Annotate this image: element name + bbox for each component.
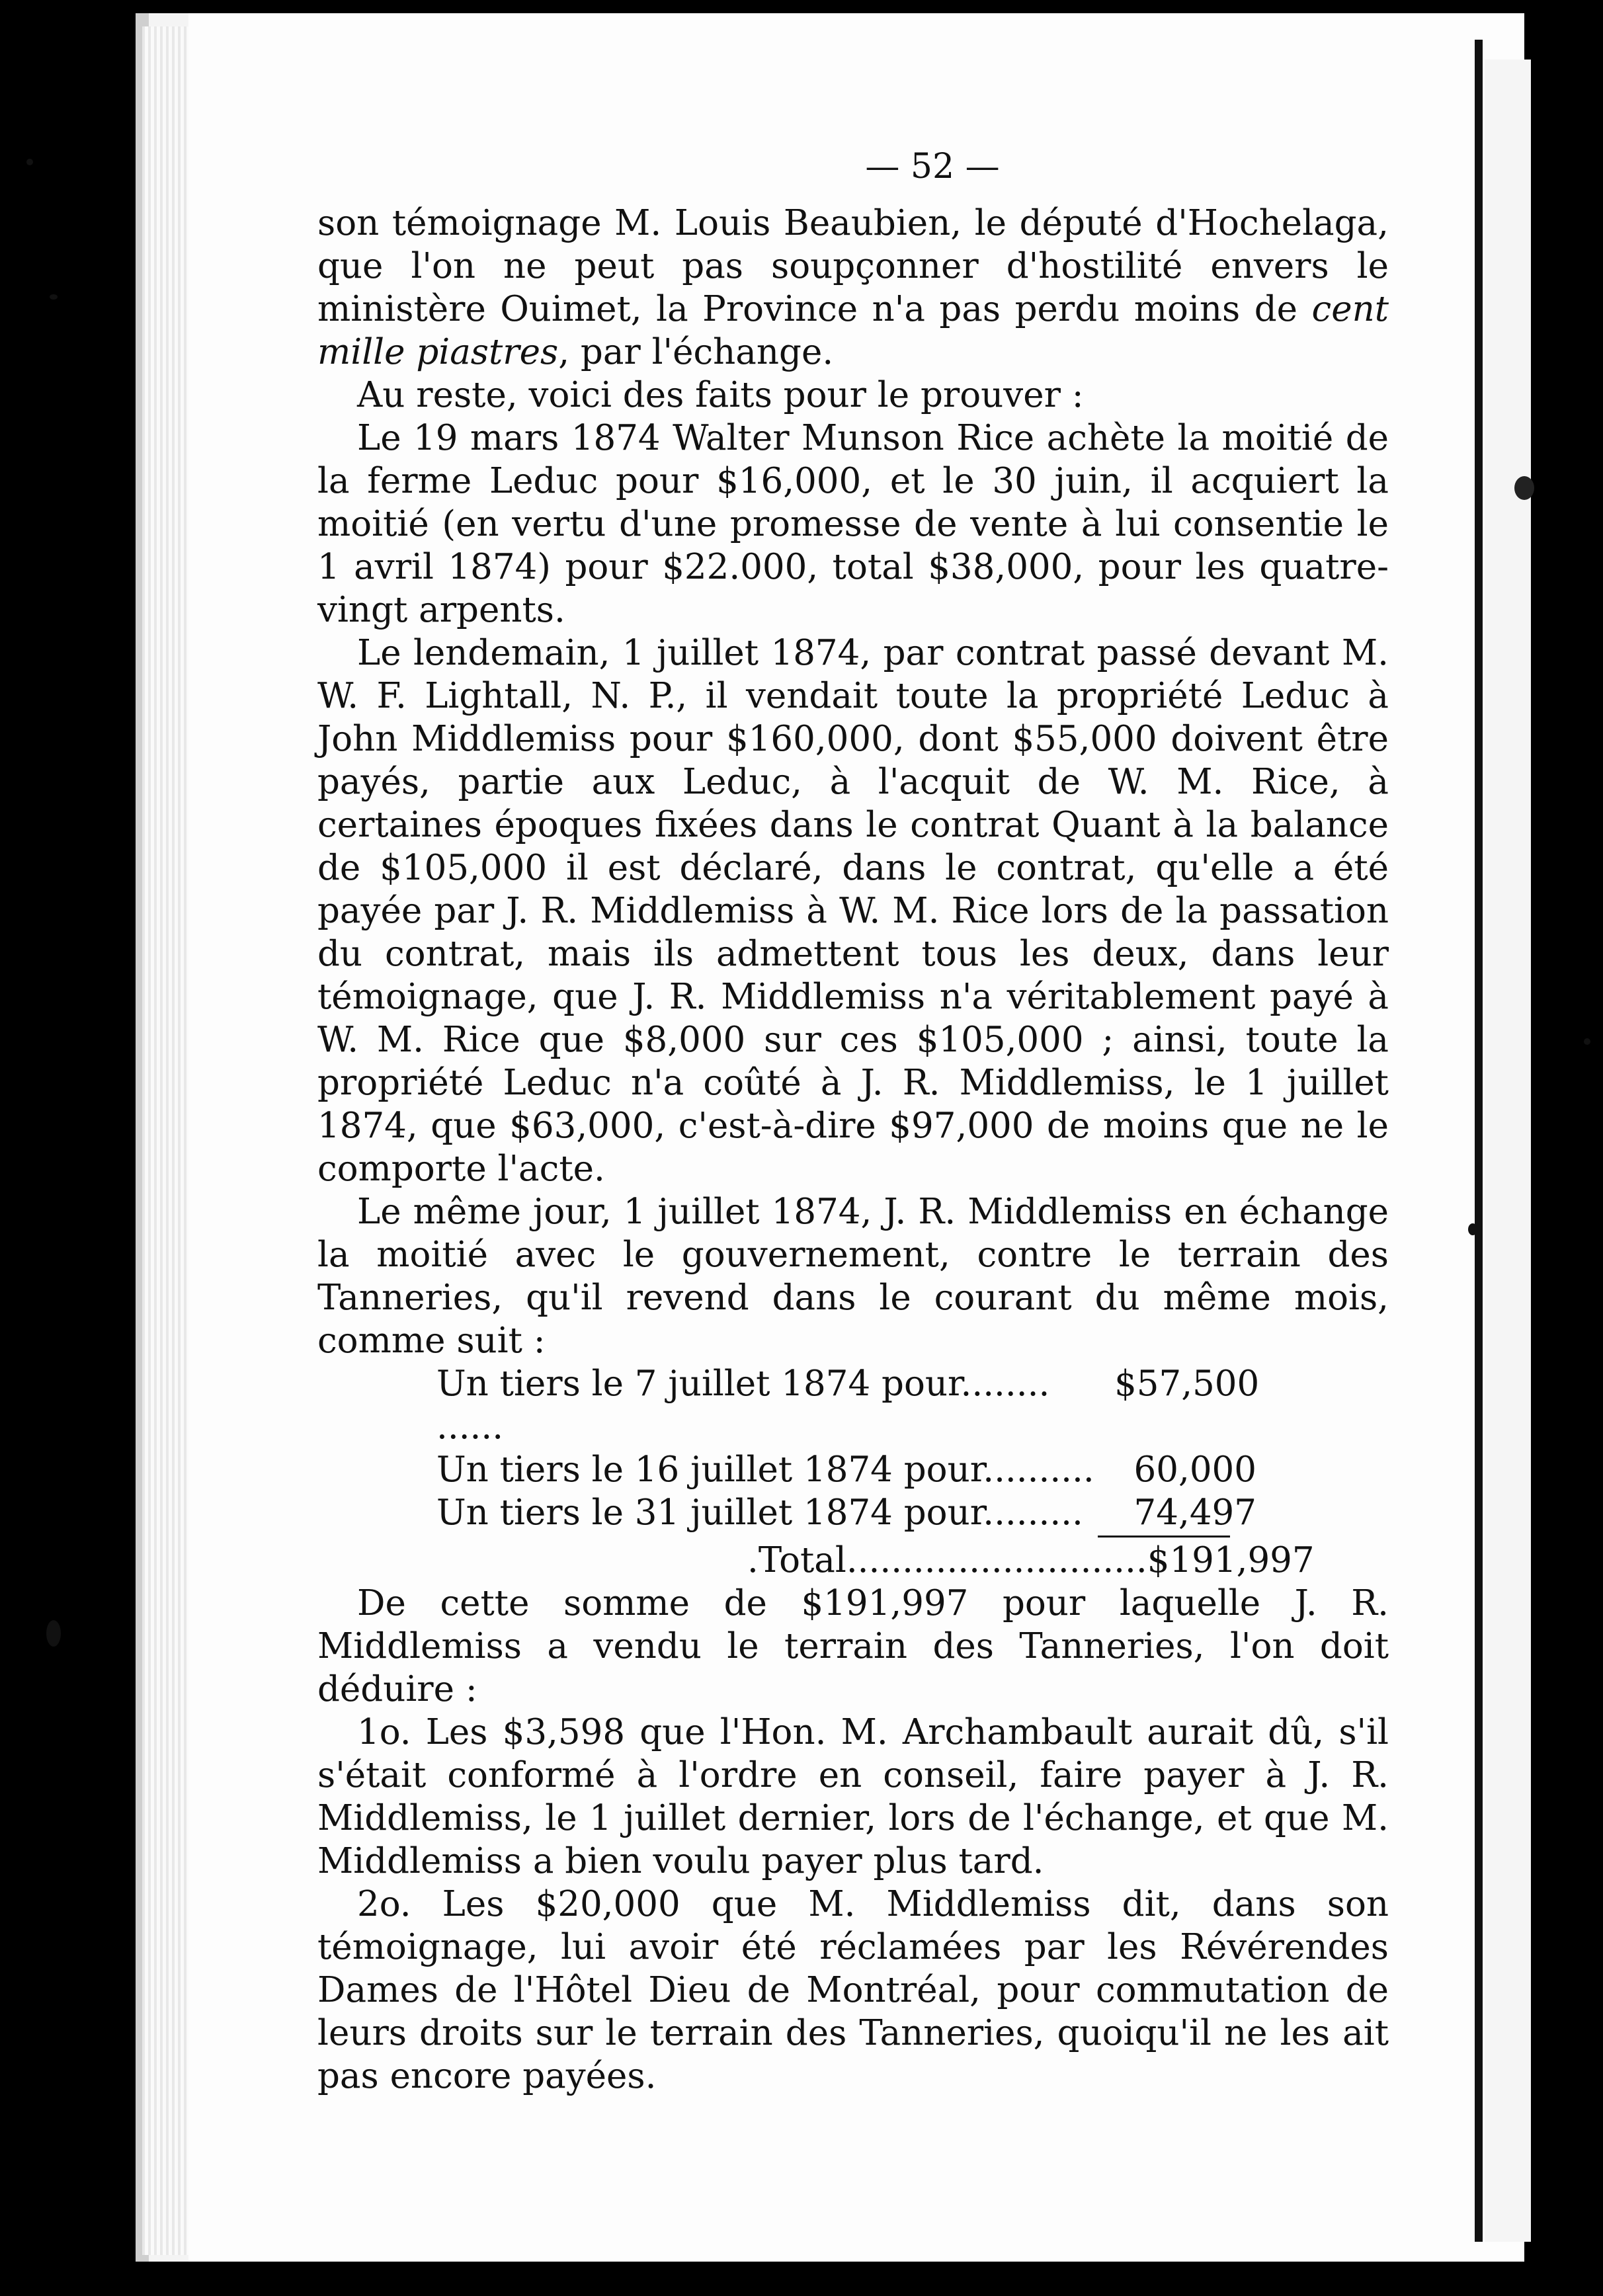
scan-speck — [50, 294, 58, 300]
sale-amount: 60,000 — [1133, 1450, 1256, 1490]
facing-page-edge — [1485, 60, 1531, 2242]
paragraph: 2o. Les $20,000 que M. Middlemiss dit, dans son témoignage, lui avoir été réclamées par les Révérendes Dames de l'Hôtel Dieu de Montréal, pour commutation de leurs droits sur le terrain des Tanneries, quoiqu'il ne les ait pas encore payées. — [317, 1884, 1389, 2096]
paragraph — [317, 202, 1389, 374]
paragraph: 1o. Les $3,598 que l'Hon. M. Archambault aurait dû, s'il s'était conformé à l'ordre en conseil, faire payer à J. R. Middlemiss, le 1 juillet dernier, lors de l'échange, et que M. Middlemiss a bien voulu payer plus tard. — [317, 1712, 1389, 1881]
paragraph: Au reste, voici des faits pour le prouver : — [357, 375, 1084, 415]
paragraph: Le 19 mars 1874 Walter Munson Rice achète la moitié de la ferme Leduc pour $16,000, et le 30 juin, il acquiert la moitié (en vertu d'une promesse de vente à lui consentie le 1 avril 1874) pour $22.000, total $38,000, pour les quatre-vingt arpents. — [317, 418, 1389, 630]
scan-speck — [1468, 1223, 1477, 1235]
sale-line — [436, 1362, 1260, 1448]
paragraph: Le lendemain, 1 juillet 1874, par contrat passé devant M. W. F. Lightall, N. P., il vendait toute la propriété Leduc à John Middlemiss pour $160,000, dont $55,000 doivent être payés, partie aux Leduc, à l'acquit de W. M. Rice, à certaines époques fixées dans le contrat Quant à la balance de $105,000 il est déclaré, dans le contrat, qu'elle a été payée par J. R. Middlemiss à W. M. Rice lors de la passation du contrat, mais ils admettent tous les deux, dans leur témoignage, que J. R. Middlemiss n'a véritablement payé à W. M. Rice que $8,000 sur ces $105,000 ; ainsi, toute la propriété Leduc n'a coûté à J. R. Middlemiss, le 1 juillet 1874, que $63,000, c'est-à-dire $97,000 de moins que ne le comporte l'acte. — [317, 633, 1389, 1189]
scan-speck — [1514, 476, 1534, 500]
total-label: .Total........................... — [747, 1540, 1147, 1580]
sale-label: Un tiers le 31 juillet 1874 pour......... — [436, 1493, 1083, 1533]
total-rule — [1098, 1536, 1230, 1538]
scan-speck — [26, 159, 33, 165]
sale-label: Un tiers le 7 juillet 1874 pour........ ...... — [436, 1364, 1050, 1447]
page-number: — 52 — — [865, 147, 1000, 186]
sale-line — [436, 1491, 1256, 1534]
sale-amount: 74,497 — [1133, 1493, 1256, 1533]
paragraph: Le même jour, 1 juillet 1874, J. R. Middlemiss en échange la moitié avec le gouvernement, contre le terrain des Tanneries, qu'il revend dans le courant du même mois, comme suit : — [317, 1192, 1389, 1361]
sale-line — [436, 1448, 1256, 1491]
total-amount: $191,997 — [1147, 1540, 1315, 1580]
total-line — [747, 1539, 1315, 1582]
emphasis-text: cent mille piastres — [317, 289, 1389, 372]
paragraph-text: son témoignage M. Louis Beaubien, le député d'Hochelaga, que l'on ne peut pas soupçonner d'hostilité envers le ministère Ouimet, la Province n'a pas perdu moins de — [317, 203, 1389, 329]
sale-amount: $57,500 — [1114, 1364, 1260, 1404]
book-gutter — [1475, 40, 1483, 2242]
paragraph-text: , par l'échange. — [558, 332, 834, 372]
page-edges — [142, 26, 188, 2255]
page-content — [317, 145, 1389, 2098]
sale-label: Un tiers le 16 juillet 1874 pour.......... — [436, 1450, 1094, 1490]
paragraph: De cette somme de $191,997 pour laquelle J. R. Middlemiss a vendu le terrain des Tanneries, l'on doit déduire : — [317, 1583, 1389, 1709]
scan-speck — [46, 1620, 61, 1647]
scan-speck — [1584, 1038, 1590, 1045]
